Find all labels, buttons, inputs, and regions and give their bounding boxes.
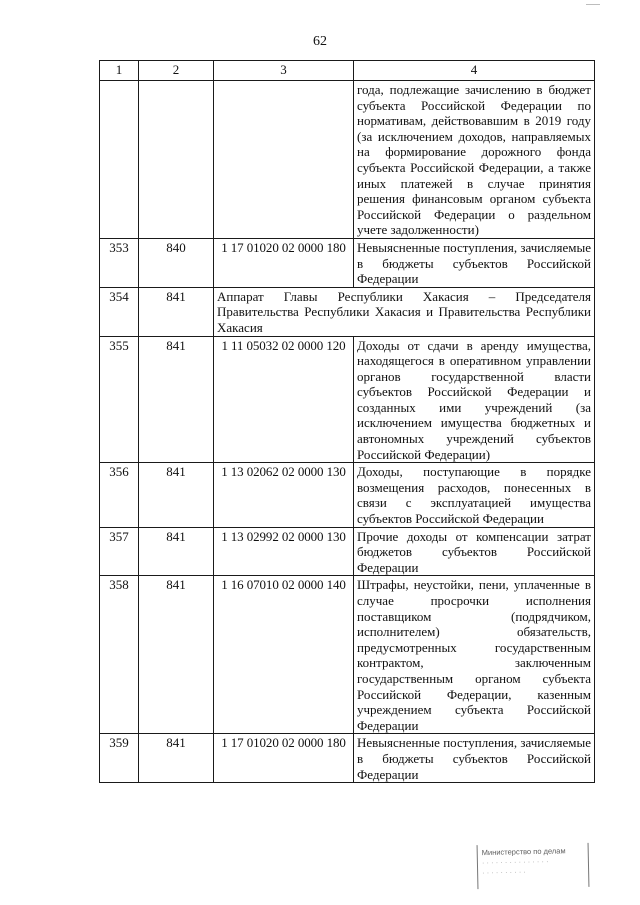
admin-code: 840 xyxy=(139,238,214,287)
revenue-name: Прочие доходы от компенсации затрат бюджетов субъектов Российской Федерации xyxy=(354,527,595,576)
admin-code: 841 xyxy=(139,336,214,463)
revenue-name: Невыясненные поступления, зачисляемые в бюджеты субъектов Российской Федерации xyxy=(354,238,595,287)
table-row-administrator xyxy=(100,287,595,336)
revenue-code: 1 16 07010 02 0000 140 xyxy=(214,576,354,734)
revenue-code: 1 17 01020 02 0000 180 xyxy=(214,238,354,287)
admin-code: 841 xyxy=(139,287,214,336)
header-col-4: 4 xyxy=(354,61,595,81)
scan-mark xyxy=(586,4,600,7)
cell-empty xyxy=(214,81,354,239)
table-row xyxy=(100,527,595,576)
row-number: 354 xyxy=(100,287,139,336)
table-header-row xyxy=(100,61,595,81)
header-col-1: 1 xyxy=(100,61,139,81)
continuation-text: года, подлежащие зачислению в бюджет субъекта Российской Федерации по нормативам, действовавшим в 2019 году (за исключением доходов, направляемых на формирование дорожного фонда субъекта Российской Федерации, а также иных платежей в случае принятия решения финансовым органом субъекта Российской Федерации о раздельном учете задолженности) xyxy=(354,81,595,239)
page-number: 62 xyxy=(313,34,327,49)
revenue-name: Доходы от сдачи в аренду имущества, находящегося в оперативном управлении органов государственной власти субъектов Российской Федерации и созданных ими учреждений (за исключением имущества бюджетных и автономных учреждений субъектов Российской Федерации) xyxy=(354,336,595,463)
revenue-name: Штрафы, неустойки, пени, уплаченные в случае просрочки исполнения поставщиком (подрядчиком, исполнителем) обязательств, предусмотренных государственным контрактом, заключенным государственным органом субъекта Российской Федерации, казенным учреждением субъекта Российской Федерации xyxy=(354,576,595,734)
header-col-3: 3 xyxy=(214,61,354,81)
table-row xyxy=(100,576,595,734)
stamp-line: · · · · · · · · · · xyxy=(482,867,526,878)
cell-empty xyxy=(100,81,139,239)
row-number: 353 xyxy=(100,238,139,287)
admin-code: 841 xyxy=(139,576,214,734)
row-number: 359 xyxy=(100,734,139,783)
cell-empty xyxy=(139,81,214,239)
table-row xyxy=(100,336,595,463)
row-number: 357 xyxy=(100,527,139,576)
stamp-line: · · · · · · · · · · · · · · · xyxy=(481,856,549,868)
row-number: 358 xyxy=(100,576,139,734)
revenue-code: 1 13 02992 02 0000 130 xyxy=(214,527,354,576)
row-number: 355 xyxy=(100,336,139,463)
revenue-code: 1 11 05032 02 0000 120 xyxy=(214,336,354,463)
admin-code: 841 xyxy=(139,527,214,576)
revenue-code: 1 13 02062 02 0000 130 xyxy=(214,463,354,527)
revenue-administrators-table xyxy=(99,60,595,783)
registration-stamp xyxy=(477,843,590,889)
admin-code: 841 xyxy=(139,463,214,527)
table-row-continuation xyxy=(100,81,595,239)
stamp-line: Министерство по делам xyxy=(481,846,566,858)
admin-code: 841 xyxy=(139,734,214,783)
revenue-name: Невыясненные поступления, зачисляемые в бюджеты субъектов Российской Федерации xyxy=(354,734,595,783)
revenue-name: Доходы, поступающие в порядке возмещения расходов, понесенных в связи с эксплуатацией имущества субъектов Российской Федерации xyxy=(354,463,595,527)
header-col-2: 2 xyxy=(139,61,214,81)
table-row xyxy=(100,463,595,527)
administrator-name: Аппарат Главы Республики Хакасия – Председателя Правительства Республики Хакасия и Правительства Республики Хакасия xyxy=(214,287,595,336)
table-row xyxy=(100,734,595,783)
revenue-code: 1 17 01020 02 0000 180 xyxy=(214,734,354,783)
row-number: 356 xyxy=(100,463,139,527)
table-row xyxy=(100,238,595,287)
